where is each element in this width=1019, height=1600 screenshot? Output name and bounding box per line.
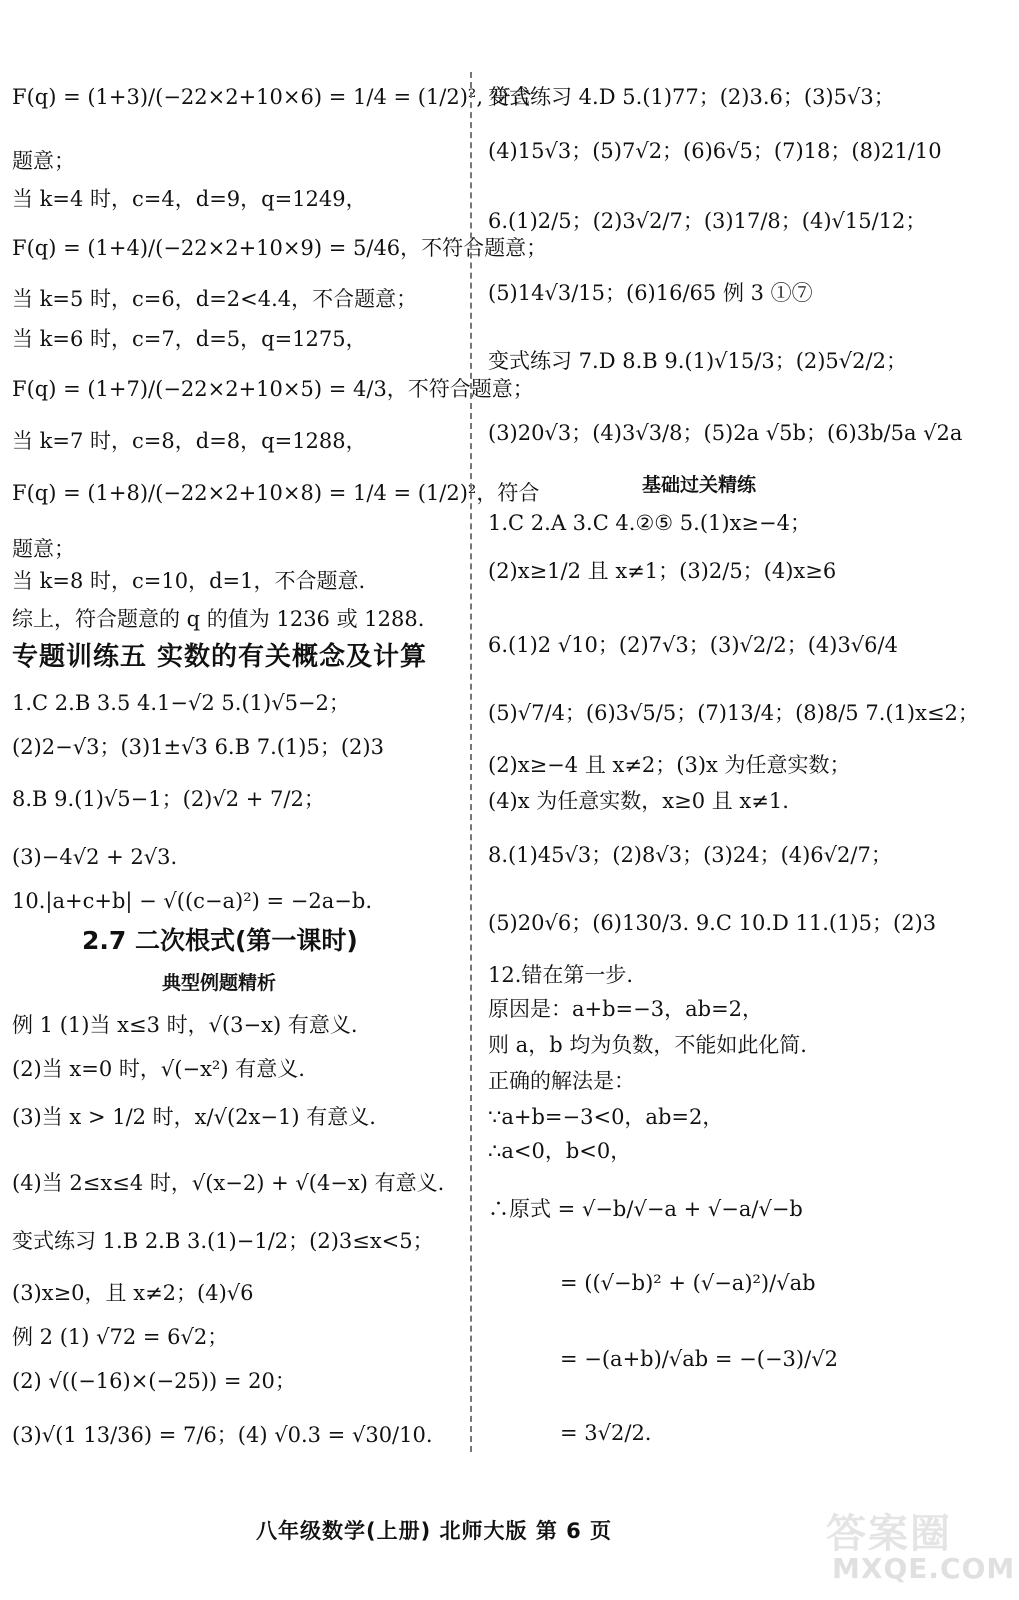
text-line: 综上，符合题意的 q 的值为 1236 或 1288. bbox=[12, 607, 425, 631]
text-line: 变式练习 1.B 2.B 3.(1)−1/2；(2)3≤x<5； bbox=[12, 1229, 434, 1253]
text-line: 当 k=4 时，c=4，d=9，q=1249， bbox=[12, 187, 367, 211]
watermark-url: MXQE.COM bbox=[832, 1552, 1016, 1585]
text-line: 例 2 (1) √72 = 6√2； bbox=[12, 1325, 229, 1349]
text-line: F(q) = (1+3)/(−22×2+10×6) = 1/4 = (1/2)², 符合 bbox=[12, 85, 532, 109]
text-line: = 3√2/2. bbox=[560, 1421, 652, 1445]
text-line: (5)√7/4；(6)3√5/5；(7)13/4；(8)8/5 7.(1)x≤2； bbox=[488, 701, 979, 725]
text-line: (3)x≥0，且 x≠2；(4)√6 bbox=[12, 1281, 254, 1305]
text-line: 正确的解法是： bbox=[488, 1069, 635, 1093]
text-line: (2)x≥−4 且 x≠2；(3)x 为任意实数； bbox=[488, 753, 851, 777]
text-line: (3)20√3；(4)3√3/8；(5)2a √5b；(6)3b/5a √2a bbox=[488, 421, 963, 445]
text-line: 原因是：a+b=−3，ab=2， bbox=[488, 997, 764, 1021]
text-line: 变式练习 4.D 5.(1)77；(2)3.6；(3)5√3； bbox=[488, 85, 895, 109]
text-line: ∴a<0，b<0， bbox=[488, 1139, 632, 1163]
text-line: F(q) = (1+7)/(−22×2+10×5) = 4/3，不符合题意； bbox=[12, 377, 534, 401]
text-line: 变式练习 7.D 8.B 9.(1)√15/3；(2)5√2/2； bbox=[488, 349, 907, 373]
text-line: 题意； bbox=[12, 149, 75, 173]
text-line: (2)x≥1/2 且 x≠1；(3)2/5；(4)x≥6 bbox=[488, 559, 837, 583]
watermark-logo bbox=[826, 1502, 1016, 1594]
text-line: (4)x 为任意实数，x≥0 且 x≠1. bbox=[488, 789, 789, 813]
text-line: (3)当 x > 1/2 时，x/√(2x−1) 有意义. bbox=[12, 1105, 376, 1129]
text-line: (4)当 2≤x≤4 时，√(x−2) + √(4−x) 有意义. bbox=[12, 1171, 445, 1195]
subsection-title: 典型例题精析 bbox=[162, 972, 277, 994]
lesson-title: 2.7 二次根式(第一课时) bbox=[82, 926, 358, 955]
text-line: (2)2−√3；(3)1±√3 6.B 7.(1)5；(2)3 bbox=[12, 735, 384, 759]
text-line: 当 k=8 时，c=10，d=1，不合题意. bbox=[12, 569, 366, 593]
watermark-mark: 答案圈 bbox=[826, 1511, 952, 1557]
text-line: 当 k=6 时，c=7，d=5，q=1275， bbox=[12, 327, 367, 351]
text-line: (5)20√6；(6)130/3. 9.C 10.D 11.(1)5；(2)3 bbox=[488, 911, 937, 935]
text-line: (3)−4√2 + 2√3. bbox=[12, 845, 178, 869]
column-divider bbox=[470, 72, 472, 1452]
text-line: (4)15√3；(5)7√2；(6)6√5；(7)18；(8)21/10 bbox=[488, 139, 942, 163]
text-line: 则 a，b 均为负数，不能如此化简. bbox=[488, 1033, 807, 1057]
section-title: 专题训练五 实数的有关概念及计算 bbox=[12, 642, 428, 672]
text-line: (5)14√3/15；(6)16/65 例 3 ①⑦ bbox=[488, 281, 813, 305]
text-line: 题意； bbox=[12, 537, 75, 561]
text-line: 1.C 2.A 3.C 4.②⑤ 5.(1)x≥−4； bbox=[488, 511, 811, 535]
text-line: ∵a+b=−3<0，ab=2， bbox=[488, 1105, 724, 1129]
text-line: 6.(1)2/5；(2)3√2/7；(3)17/8；(4)√15/12； bbox=[488, 209, 927, 233]
text-line: 例 1 (1)当 x≤3 时，√(3−x) 有意义. bbox=[12, 1013, 358, 1037]
text-line: = ((√−b)² + (√−a)²)/√ab bbox=[560, 1271, 816, 1295]
text-line: 1.C 2.B 3.5 4.1−√2 5.(1)√5−2； bbox=[12, 691, 350, 715]
text-line: F(q) = (1+8)/(−22×2+10×8) = 1/4 = (1/2)²，符合 bbox=[12, 481, 540, 505]
text-line: 8.(1)45√3；(2)8√3；(3)24；(4)6√2/7； bbox=[488, 843, 892, 867]
text-line: (3)√(1 13/36) = 7/6；(4) √0.3 = √30/10. bbox=[12, 1423, 433, 1447]
text-line: 当 k=5 时，c=6，d=2<4.4，不合题意； bbox=[12, 287, 418, 311]
text-line: 10.|a+c+b| − √((c−a)²) = −2a−b. bbox=[12, 889, 372, 913]
text-line: F(q) = (1+4)/(−22×2+10×9) = 5/46，不符合题意； bbox=[12, 236, 548, 260]
text-line: (2) √((−16)×(−25)) = 20； bbox=[12, 1369, 296, 1393]
text-line: 8.B 9.(1)√5−1；(2)√2 + 7/2； bbox=[12, 787, 325, 811]
text-line: ∴原式 = √−b/√−a + √−a/√−b bbox=[488, 1197, 803, 1221]
text-line: (2)当 x=0 时，√(−x²) 有意义. bbox=[12, 1057, 305, 1081]
page-footer: 八年级数学(上册) 北师大版 第 6 页 bbox=[256, 1519, 613, 1543]
subsection-title: 基础过关精练 bbox=[642, 474, 757, 496]
text-line: = −(a+b)/√ab = −(−3)/√2 bbox=[560, 1347, 838, 1371]
text-line: 6.(1)2 √10；(2)7√3；(3)√2/2；(4)3√6/4 bbox=[488, 633, 898, 657]
text-line: 当 k=7 时，c=8，d=8，q=1288， bbox=[12, 429, 367, 453]
text-line: 12.错在第一步. bbox=[488, 963, 634, 987]
